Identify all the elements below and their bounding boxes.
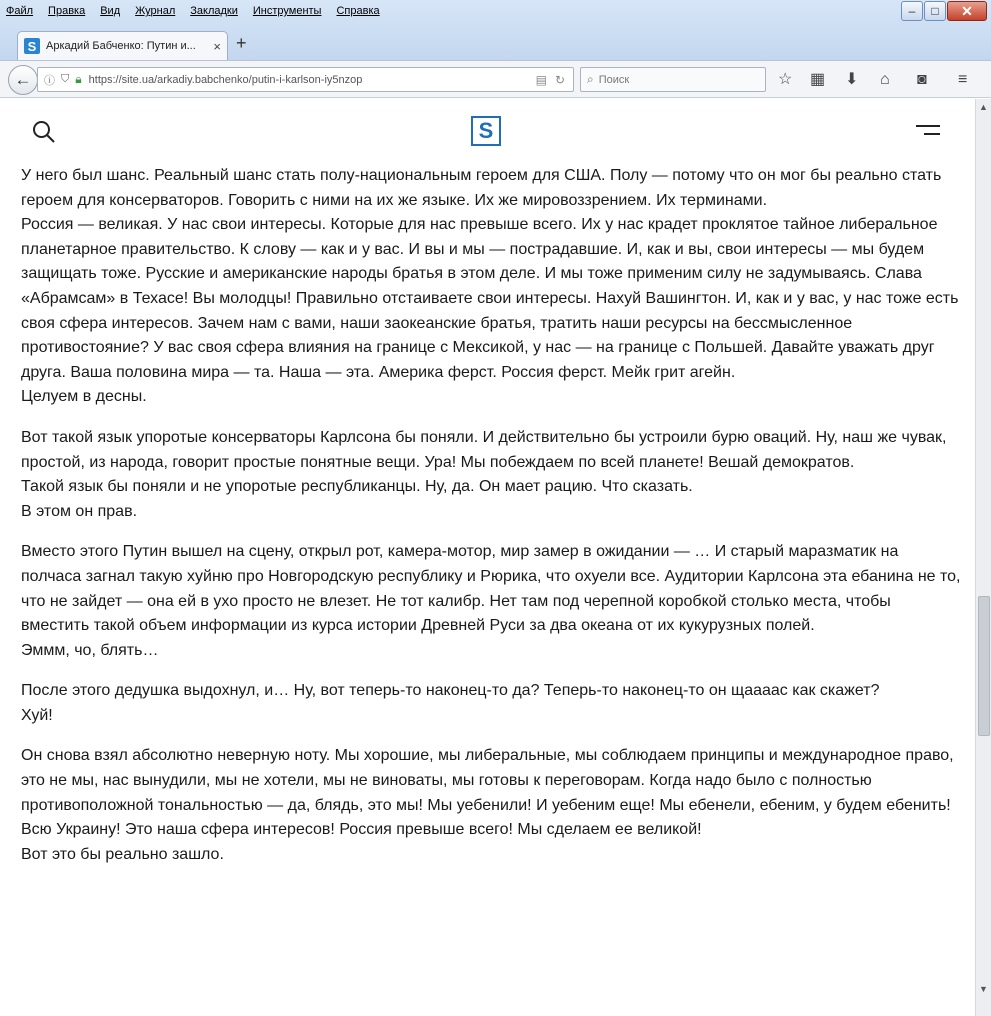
paragraph: Вот такой язык упоротые консерваторы Карлсона бы поняли. И действительно бы устроили бурю оваций. Ну, наш же чувак, простой, из народа, говорит простые понятные вещи. Ура! Мы побеждаем по всей планете! Вешай демократов. Такой язык бы поняли и не упоротые республиканцы. Ну, да. Он мает рацию. Что сказать. В этом он прав.: [21, 428, 947, 520]
article-body: [21, 164, 961, 883]
window-titlebar: [0, 0, 991, 62]
browser-tab[interactable]: [17, 31, 228, 60]
close-window-button[interactable]: ✕: [947, 1, 987, 21]
url-bar[interactable]: [37, 67, 574, 92]
reader-view-icon[interactable]: ▤: [535, 72, 547, 87]
url-text[interactable]: https://site.ua/arkadiy.babchenko/putin-i-karlson-iy5nzop: [88, 73, 363, 86]
search-field-icon: ⌕: [587, 72, 594, 86]
search-field[interactable]: [580, 67, 766, 92]
downloads-icon[interactable]: ⬇: [845, 71, 859, 88]
tab-title: Аркадий Бабченко: Путин и...: [46, 40, 196, 52]
info-icon[interactable]: ⓘ: [44, 74, 55, 87]
tab-close-icon[interactable]: ×: [213, 38, 221, 54]
paragraph: Вместо этого Путин вышел на сцену, открыл рот, камера-мотор, мир замер в ожидании — … И старый маразматик на полчаса загнал такую хуйню про Новгородскую республику и Рюрика, что охуели все. Аудитории Карлсона эта ебанина не то, что не зайдет — она ей в ухо просто не влезет. Не тот калибр. Нет там под черепной коробкой столько места, чтобы вместить такой объем информации из курса истории Древней Руси за два океана от их кукурузных полей. Эммм, чо, блять…: [21, 543, 961, 659]
paragraph: У него был шанс. Реальный шанс стать полу-национальным героем для США. Полу — потому что он мог бы реально стать героем для консерваторов. Говорить с ними на их же языке. Их же мировоззрением. Их терминами. Россия — великая. У нас свои интересы. Которые для нас превыше всего. Их у нас крадет проклятое тайное либеральное планетарное правительство. К слову — как и у вас. И вы и мы — пострадавшие. И, как и вы, свои интересы — мы будем защищать тоже. Русские и американские народы братья в этом деле. И мы тоже применим силу не задумываясь. Слава «Абрамсам» в Техасе! Вы молодцы! Правильно отстаиваете свои интересы. Нахуй Вашингтон. И, как и у вас, у нас тоже есть своя сфера интересов. Зачем нам с вами, наши заокеанские братья, тратить наши ресурсы на бессмысленное противостояние? У вас своя сфера влияния на границе с Мексикой, у нас — на границе с Польшей. Давайте уважать друг друга. Ваша половина мира — та. Наша — эта. Америка ферст. Россия ферст. Мейк грит агейн. Целуем в десны.: [21, 167, 959, 406]
back-button[interactable]: ←: [8, 65, 38, 95]
minimize-button[interactable]: –: [901, 1, 923, 21]
site-favicon-icon: S: [24, 38, 40, 54]
menu-view[interactable]: Вид: [100, 5, 121, 17]
maximize-button[interactable]: □: [924, 1, 946, 21]
paragraph: Он снова взял абсолютно неверную ноту. Мы хорошие, мы либеральные, мы соблюдаем принципы и международное право, это не мы, нас вынудили, мы не хотели, мы не виноваты, мы готовы к переговорам. Когда надо было с полностью противоположной тональностью — да, блядь, это мы! Мы уебенили! И уебеним еще! Мы ебенели, ебеним, у будем ебенить! Всю Украину! Это наша сфера интересов! Россия превыше всего! Мы сделаем ее великой! Вот это бы реально зашло.: [21, 747, 954, 863]
reading-list-icon[interactable]: ▦: [810, 71, 826, 88]
menu-tools[interactable]: Инструменты: [252, 5, 322, 17]
hamburger-menu-icon[interactable]: ≡: [958, 71, 968, 88]
home-icon[interactable]: ⌂: [880, 71, 890, 88]
shield-icon[interactable]: ⛉: [61, 73, 70, 85]
menu-edit[interactable]: Правка: [48, 5, 86, 17]
lock-icon[interactable]: 🔒︎: [75, 72, 82, 86]
site-search-icon[interactable]: [32, 120, 56, 144]
menu-file[interactable]: Файл: [6, 5, 34, 17]
scroll-up-icon[interactable]: ▲: [979, 102, 988, 112]
site-menu-icon[interactable]: [916, 125, 940, 141]
window-controls: [900, 1, 987, 21]
navigation-bar: [0, 60, 991, 98]
menu-bookmarks[interactable]: Закладки: [190, 5, 238, 17]
menu-bar: [6, 3, 395, 19]
menu-help[interactable]: Справка: [336, 5, 380, 17]
new-tab-button[interactable]: +: [236, 33, 247, 53]
paragraph: После этого дедушка выдохнул, и… Ну, вот теперь-то наконец-то да? Теперь-то наконец-то он щаааас как скажет? Хуй!: [21, 682, 880, 724]
scroll-down-icon[interactable]: ▼: [979, 984, 988, 994]
site-logo[interactable]: S: [471, 116, 501, 146]
scrollbar-thumb[interactable]: [978, 596, 990, 736]
bookmark-star-icon[interactable]: ☆: [778, 71, 793, 88]
page-scrollbar[interactable]: [975, 99, 991, 1016]
menu-history[interactable]: Журнал: [135, 5, 176, 17]
site-header: [0, 99, 975, 161]
pocket-icon[interactable]: ◙: [917, 71, 927, 88]
search-field-placeholder: Поиск: [598, 73, 630, 86]
reload-icon[interactable]: ↻: [554, 72, 565, 87]
